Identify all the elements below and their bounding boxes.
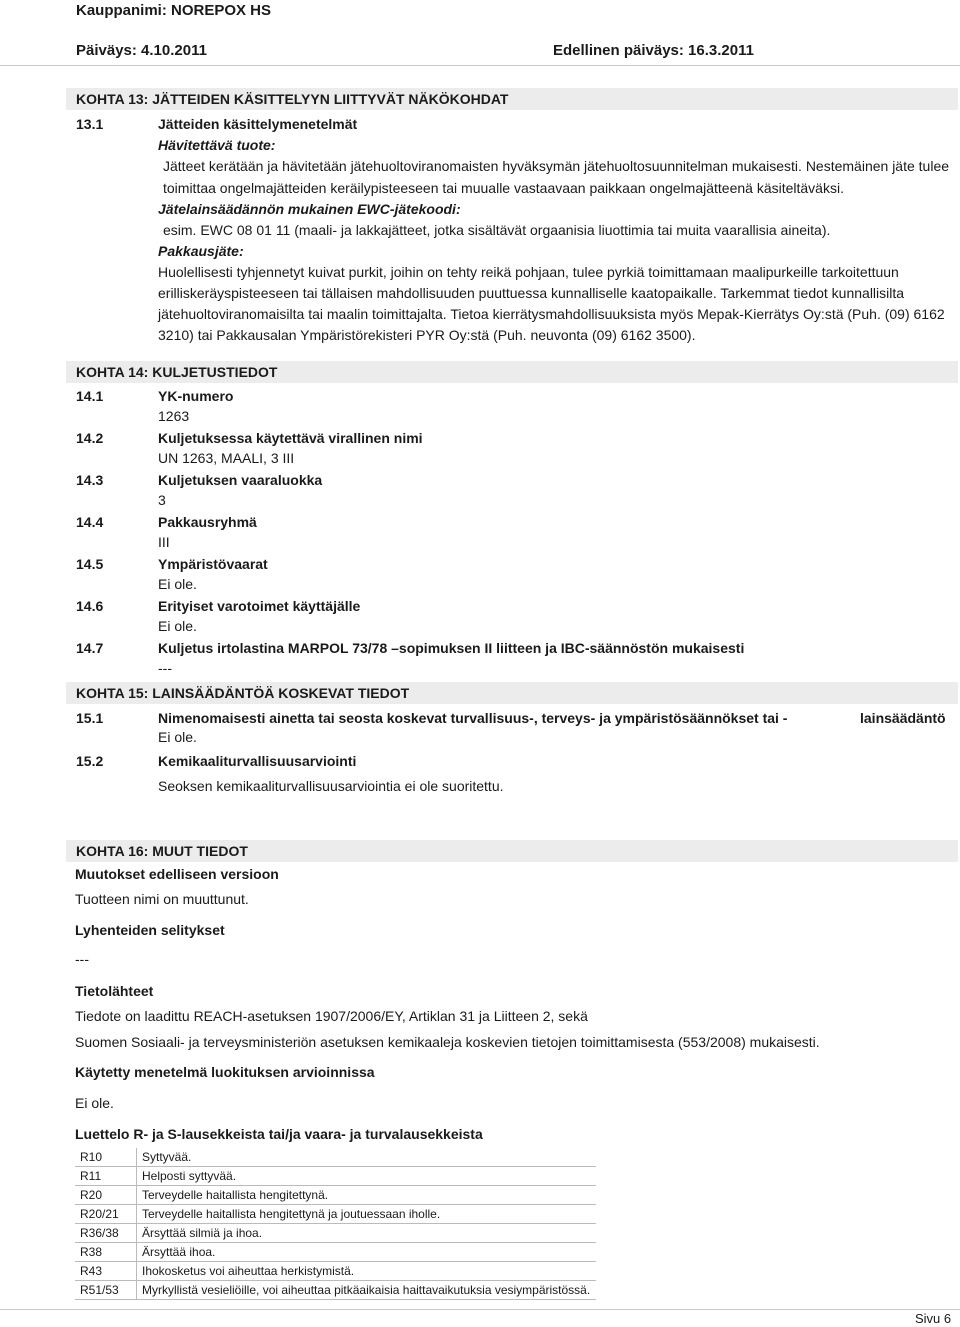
item-title: Nimenomaisesti ainetta tai seosta koskevat turvallisuus-, terveys- ja ympäristösäännökset tai - [158,710,788,726]
section-13-title: KOHTA 13: JÄTTEIDEN KÄSITTELYYN LIITTYVÄT NÄKÖKOHDAT [76,91,509,107]
phrase-code: R38 [75,1243,137,1262]
phrase-row [75,1281,596,1300]
item-number: 15.1 [76,710,104,726]
phrase-text: Terveydelle haitallista hengitettynä. [137,1186,597,1205]
packaging-text-line: erilliskeräyspisteeseen tai tällaisen mahdollisuuden puuttuessa kunnalliselle kaatopaikalle. Tarkemmat tiedot kunnallisilta [158,285,905,301]
phrase-text: Syttyvää. [137,1148,597,1167]
packaging-text-line: 3210) tai Pakkausalan Ympäristörekisteri PYR Oy:stä (Puh. neuvonta (09) 6162 3500). [158,327,696,343]
phrase-text: Myrkyllistä vesieliöille, voi aiheuttaa pitkäaikaisia haittavaikutuksia vesiympäristössä. [137,1281,597,1300]
phrase-row [75,1243,596,1262]
header-divider [0,65,960,66]
phrases-table [75,1148,596,1300]
item-value: --- [158,660,172,676]
item-value: Seoksen kemikaaliturvallisuusarviointia ei ole suoritettu. [158,778,504,794]
abbreviations-text: --- [75,951,89,967]
phrase-text: Ärsyttää ihoa. [137,1243,597,1262]
phrase-row [75,1262,596,1281]
item-title: Kuljetuksen vaaraluokka [158,472,323,488]
previous-date: Edellinen päiväys: 16.3.2011 [553,42,754,59]
phrase-row [75,1148,596,1167]
section-15-title: KOHTA 15: LAINSÄÄDÄNTÖÄ KOSKEVAT TIEDOT [76,685,410,701]
item-value: III [158,534,170,550]
page-number: Sivu 6 [915,1311,952,1326]
phrase-row [75,1224,596,1243]
item-title: YK-numero [158,388,234,404]
item-title: Kuljetus irtolastina MARPOL 73/78 –sopimuksen II liitteen ja IBC-säännöstön mukaisesti [158,640,745,656]
phrase-code: R10 [75,1148,137,1167]
item-number: 15.2 [76,753,104,769]
phrase-code: R36/38 [75,1224,137,1243]
changes-heading: Muutokset edelliseen versioon [75,866,279,882]
ewc-label: Jätelainsäädännön mukainen EWC-jätekoodi: [158,201,461,217]
phrase-row [75,1167,596,1186]
product-text-line: toimittaa ongelmajätteiden keräilypisteeseen tai muualle vastaavaan paikkaan ongelmajätteenä käsiteltäväksi. [163,180,844,196]
section-14-title: KOHTA 14: KULJETUSTIEDOT [76,364,278,380]
item-value: Ei ole. [158,729,197,745]
item-title: Erityiset varotoimet käyttäjälle [158,598,361,614]
packaging-text-line: Huolellisesti tyhjennetyt kuivat purkit, joihin on tehty reikä pohjaan, tulee pyrkiä toimittamaan maalipurkeille tarkoitettuun [158,264,899,280]
phrase-row [75,1205,596,1224]
packaging-label: Pakkausjäte: [158,243,244,259]
item-value: 1263 [158,408,190,424]
section-16-title: KOHTA 16: MUUT TIEDOT [76,843,248,859]
phrase-code: R20 [75,1186,137,1205]
phrases-heading: Luettelo R- ja S-lausekkeista tai/ja vaara- ja turvalausekkeista [75,1126,483,1142]
product-label: Hävitettävä tuote: [158,137,276,153]
sources-heading: Tietolähteet [75,983,154,999]
item-number: 14.2 [76,430,104,446]
changes-text: Tuotteen nimi on muuttunut. [75,891,249,907]
item-title: Jätteiden käsittelymenetelmät [158,116,358,132]
item-value: 3 [158,492,166,508]
method-heading: Käytetty menetelmä luokituksen arvioinnissa [75,1064,375,1080]
item-number: 14.7 [76,640,104,656]
phrase-text: Ihokosketus voi aiheuttaa herkistymistä. [137,1262,597,1281]
item-number: 14.1 [76,388,104,404]
phrase-code: R20/21 [75,1205,137,1224]
item-value: UN 1263, MAALI, 3 III [158,450,295,466]
item-title: Kemikaaliturvallisuusarviointi [158,753,357,769]
item-title: Pakkausryhmä [158,514,257,530]
item-value: Ei ole. [158,618,197,634]
item-number: 14.5 [76,556,104,572]
item-title: Kuljetuksessa käytettävä virallinen nimi [158,430,423,446]
item-value: Ei ole. [158,576,197,592]
ewc-text: esim. EWC 08 01 11 (maali- ja lakkajätteet, jotka sisältävät orgaanisia liuottimia tai muita vaarallisia aineita). [163,222,831,238]
abbreviations-heading: Lyhenteiden selitykset [75,922,225,938]
packaging-text-line: jätehuoltoviranomaisilta tai maalin toimittajalta. Tietoa kierrätysmahdollisuuksista myös Mepak-Kierrätys Oy:stä (Puh. (09) 6162 [158,306,945,322]
phrase-text: Ärsyttää silmiä ja ihoa. [137,1224,597,1243]
item-number: 13.1 [76,116,104,132]
method-text: Ei ole. [75,1095,114,1111]
sources-text-line: Suomen Sosiaali- ja terveysministeriön asetuksen kemikaaleja koskevien tietojen toimittamisesta (553/2008) mukaisesti. [75,1034,820,1050]
item-number: 14.6 [76,598,104,614]
item-number: 14.4 [76,514,104,530]
company-name: Kauppanimi: NOREPOX HS [76,2,272,19]
phrase-code: R43 [75,1262,137,1281]
phrase-row [75,1186,596,1205]
item-number: 14.3 [76,472,104,488]
document-date: Päiväys: 4.10.2011 [76,42,207,59]
item-title: Ympäristövaarat [158,556,268,572]
phrase-text: Helposti syttyvää. [137,1167,597,1186]
phrase-code: R11 [75,1167,137,1186]
product-text-line: Jätteet kerätään ja hävitetään jätehuoltoviranomaisten hyväksymän jätehuoltosuunnitelman mukaisesti. Nestemäinen jäte tulee [163,158,950,174]
phrase-text: Terveydelle haitallista hengitettynä ja joutuessaan iholle. [137,1205,597,1224]
footer-divider [0,1309,960,1310]
item-title-end: lainsäädäntö [860,710,946,726]
phrase-code: R51/53 [75,1281,137,1300]
sources-text-line: Tiedote on laadittu REACH-asetuksen 1907/2006/EY, Artiklan 31 ja Liitteen 2, sekä [75,1008,588,1024]
